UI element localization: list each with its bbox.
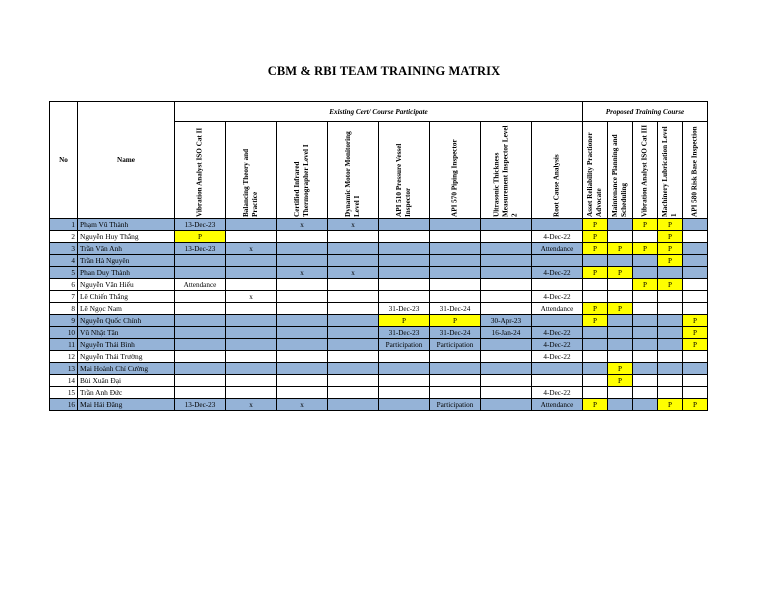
existing-cell <box>277 231 328 243</box>
existing-cell: 4-Dec-22 <box>532 339 583 351</box>
existing-cell: Participation <box>430 399 481 411</box>
existing-cell: 4-Dec-22 <box>532 387 583 399</box>
proposed-cell: P <box>658 219 683 231</box>
existing-cell <box>328 399 379 411</box>
proposed-cell: P <box>633 243 658 255</box>
proposed-cell: P <box>658 399 683 411</box>
header-no: No <box>50 102 78 219</box>
table-row <box>50 375 708 387</box>
existing-cell <box>481 219 532 231</box>
existing-cell <box>328 363 379 375</box>
existing-cell: 13-Dec-23 <box>175 399 226 411</box>
proposed-cell: P <box>583 399 608 411</box>
table-row <box>50 399 708 411</box>
existing-cell: 30-Apr-23 <box>481 315 532 327</box>
existing-cell <box>430 279 481 291</box>
existing-cell <box>481 279 532 291</box>
row-number: 1 <box>50 219 78 231</box>
existing-cell: 4-Dec-22 <box>532 291 583 303</box>
existing-cell <box>379 387 430 399</box>
existing-cell <box>328 315 379 327</box>
existing-cell <box>226 351 277 363</box>
existing-cell: Attendance <box>532 243 583 255</box>
proposed-cell <box>658 267 683 279</box>
existing-cell: P <box>379 315 430 327</box>
existing-cell: Attendance <box>175 279 226 291</box>
row-name: Trần Văn Anh <box>78 243 175 255</box>
existing-cell <box>277 303 328 315</box>
proposed-cell <box>683 279 708 291</box>
proposed-cell <box>608 339 633 351</box>
table-row <box>50 351 708 363</box>
existing-cell: P <box>430 315 481 327</box>
existing-cell <box>481 339 532 351</box>
existing-cell <box>481 243 532 255</box>
existing-cell <box>277 351 328 363</box>
row-number: 7 <box>50 291 78 303</box>
existing-cell: Participation <box>430 339 481 351</box>
existing-cell <box>379 351 430 363</box>
existing-cell <box>481 351 532 363</box>
existing-cell <box>430 387 481 399</box>
column-header-label: Vibration Analyst ISO Cat II <box>195 127 204 217</box>
table-row <box>50 231 708 243</box>
proposed-cell <box>608 387 633 399</box>
existing-cell <box>226 375 277 387</box>
proposed-cell <box>583 339 608 351</box>
table-row <box>50 267 708 279</box>
existing-cell <box>430 267 481 279</box>
table-row <box>50 291 708 303</box>
existing-cell <box>175 375 226 387</box>
proposed-cell: P <box>683 315 708 327</box>
column-header-proposed-4 <box>683 122 708 219</box>
row-number: 2 <box>50 231 78 243</box>
proposed-cell <box>683 255 708 267</box>
existing-cell <box>430 255 481 267</box>
column-header-proposed-3 <box>658 122 683 219</box>
column-header-existing-6 <box>481 122 532 219</box>
existing-cell: Participation <box>379 339 430 351</box>
existing-cell: 31-Dec-23 <box>379 303 430 315</box>
column-header-existing-2 <box>277 122 328 219</box>
row-name: Trần Anh Đức <box>78 387 175 399</box>
existing-cell <box>226 303 277 315</box>
existing-cell <box>532 315 583 327</box>
column-header-label: Vibration Analyst ISO Cat III <box>640 125 649 217</box>
proposed-cell <box>583 363 608 375</box>
proposed-cell: P <box>583 231 608 243</box>
existing-cell: P <box>175 231 226 243</box>
row-name: Phạm Vũ Thành <box>78 219 175 231</box>
existing-cell <box>277 279 328 291</box>
existing-cell <box>430 231 481 243</box>
existing-cell: 31-Dec-23 <box>379 327 430 339</box>
proposed-cell <box>658 387 683 399</box>
column-header-existing-7 <box>532 122 583 219</box>
existing-cell <box>277 291 328 303</box>
column-header-proposed-0 <box>583 122 608 219</box>
column-header-proposed-1 <box>608 122 633 219</box>
proposed-cell <box>633 267 658 279</box>
existing-cell <box>532 375 583 387</box>
column-header-label: Balancing Theory and Practice <box>242 148 259 217</box>
proposed-cell <box>658 315 683 327</box>
proposed-cell <box>583 255 608 267</box>
column-header-existing-5 <box>430 122 481 219</box>
proposed-cell <box>683 243 708 255</box>
proposed-cell <box>683 303 708 315</box>
proposed-cell: P <box>608 363 633 375</box>
proposed-cell <box>658 339 683 351</box>
column-header-label: Certified Infrared Thermographer Level I <box>293 144 310 217</box>
proposed-cell <box>683 219 708 231</box>
existing-cell <box>175 267 226 279</box>
existing-cell <box>328 231 379 243</box>
existing-cell <box>328 387 379 399</box>
proposed-cell <box>583 351 608 363</box>
existing-cell <box>379 255 430 267</box>
row-name: Lê Chiến Thắng <box>78 291 175 303</box>
proposed-cell <box>608 351 633 363</box>
existing-cell <box>481 387 532 399</box>
proposed-cell <box>608 219 633 231</box>
column-header-label: Asset Reliability Practioner Advocate <box>586 132 603 217</box>
row-number: 5 <box>50 267 78 279</box>
column-header-proposed-2 <box>633 122 658 219</box>
proposed-cell: P <box>608 243 633 255</box>
table-row <box>50 327 708 339</box>
proposed-cell <box>633 339 658 351</box>
table-row <box>50 219 708 231</box>
existing-cell: x <box>328 267 379 279</box>
row-number: 3 <box>50 243 78 255</box>
proposed-cell: P <box>683 399 708 411</box>
proposed-cell: P <box>608 375 633 387</box>
existing-cell <box>328 327 379 339</box>
existing-cell: 31-Dec-24 <box>430 303 481 315</box>
proposed-cell <box>608 255 633 267</box>
existing-cell <box>532 363 583 375</box>
proposed-cell: P <box>608 267 633 279</box>
proposed-cell <box>633 303 658 315</box>
existing-cell <box>379 267 430 279</box>
row-name: Nguyễn Thái Trường <box>78 351 175 363</box>
existing-cell <box>175 303 226 315</box>
existing-cell <box>175 327 226 339</box>
existing-cell: 13-Dec-23 <box>175 243 226 255</box>
existing-cell <box>328 375 379 387</box>
proposed-cell <box>658 327 683 339</box>
table-row <box>50 315 708 327</box>
proposed-cell: P <box>583 243 608 255</box>
proposed-cell <box>583 375 608 387</box>
existing-cell <box>379 375 430 387</box>
existing-cell <box>328 351 379 363</box>
existing-cell <box>430 363 481 375</box>
existing-cell <box>175 291 226 303</box>
proposed-cell <box>633 327 658 339</box>
column-header-label: API 580 Risk Base Inspection <box>690 126 699 217</box>
existing-cell <box>481 375 532 387</box>
existing-cell: x <box>328 219 379 231</box>
existing-cell <box>226 339 277 351</box>
proposed-cell: P <box>608 303 633 315</box>
existing-cell: x <box>277 399 328 411</box>
column-header-existing-3 <box>328 122 379 219</box>
proposed-cell <box>633 231 658 243</box>
existing-cell: 16-Jan-24 <box>481 327 532 339</box>
proposed-cell: P <box>583 267 608 279</box>
proposed-cell: P <box>583 315 608 327</box>
existing-cell: 4-Dec-22 <box>532 327 583 339</box>
column-header-label: Machinery Lubrication Level 1 <box>661 126 678 217</box>
row-number: 12 <box>50 351 78 363</box>
existing-cell: x <box>277 219 328 231</box>
column-header-existing-4 <box>379 122 430 219</box>
existing-cell <box>328 303 379 315</box>
proposed-cell <box>633 255 658 267</box>
proposed-cell <box>633 399 658 411</box>
proposed-cell <box>608 279 633 291</box>
column-header-label: API 510 Pressure Vessel Inspector <box>395 143 412 217</box>
proposed-cell <box>658 291 683 303</box>
existing-cell <box>379 363 430 375</box>
existing-cell: Attendance <box>532 303 583 315</box>
proposed-cell <box>683 387 708 399</box>
proposed-cell <box>608 327 633 339</box>
proposed-cell <box>608 315 633 327</box>
proposed-cell <box>658 363 683 375</box>
row-name: Mai Hải Đăng <box>78 399 175 411</box>
existing-cell <box>226 387 277 399</box>
proposed-cell <box>658 303 683 315</box>
existing-cell <box>430 351 481 363</box>
existing-cell <box>532 219 583 231</box>
proposed-cell <box>633 351 658 363</box>
column-header-label: Ultrasonic Thickness Measurement Inspector Level 2 <box>492 125 519 217</box>
existing-cell <box>277 315 328 327</box>
existing-cell <box>481 291 532 303</box>
existing-cell: x <box>226 243 277 255</box>
existing-cell <box>226 219 277 231</box>
existing-cell <box>379 243 430 255</box>
existing-cell: x <box>226 399 277 411</box>
proposed-cell: P <box>658 231 683 243</box>
existing-cell <box>175 315 226 327</box>
table-row <box>50 303 708 315</box>
proposed-cell <box>583 279 608 291</box>
row-name: Nguyễn Văn Hiếu <box>78 279 175 291</box>
existing-cell <box>481 255 532 267</box>
table-row <box>50 339 708 351</box>
row-name: Vũ Nhật Tân <box>78 327 175 339</box>
proposed-cell <box>583 327 608 339</box>
page-title: CBM & RBI TEAM TRAINING MATRIX <box>267 64 501 78</box>
existing-cell <box>379 399 430 411</box>
existing-cell <box>226 267 277 279</box>
proposed-cell: P <box>658 279 683 291</box>
existing-cell <box>226 363 277 375</box>
row-number: 16 <box>50 399 78 411</box>
proposed-cell: P <box>633 279 658 291</box>
row-number: 11 <box>50 339 78 351</box>
row-name: Lê Ngọc Nam <box>78 303 175 315</box>
existing-cell: x <box>277 267 328 279</box>
row-name: Trần Hà Nguyên <box>78 255 175 267</box>
column-header-label: Dynamic Motor Monitoring Level I <box>344 131 361 217</box>
existing-cell <box>226 279 277 291</box>
row-number: 9 <box>50 315 78 327</box>
existing-cell <box>328 291 379 303</box>
proposed-cell <box>633 315 658 327</box>
row-name: Mai Hoành Chí Cường <box>78 363 175 375</box>
column-header-existing-1 <box>226 122 277 219</box>
existing-cell <box>277 243 328 255</box>
table-row <box>50 255 708 267</box>
proposed-cell <box>633 291 658 303</box>
existing-cell: x <box>226 291 277 303</box>
existing-cell <box>328 255 379 267</box>
column-header-label: Root Cause Analysis <box>552 154 561 217</box>
existing-cell <box>175 255 226 267</box>
existing-cell <box>226 315 277 327</box>
existing-cell: 4-Dec-22 <box>532 231 583 243</box>
row-number: 6 <box>50 279 78 291</box>
existing-cell: 4-Dec-22 <box>532 267 583 279</box>
proposed-cell <box>658 375 683 387</box>
existing-cell <box>277 339 328 351</box>
proposed-cell <box>608 231 633 243</box>
row-name: Phan Duy Thành <box>78 267 175 279</box>
existing-cell <box>481 399 532 411</box>
proposed-cell <box>683 231 708 243</box>
proposed-cell <box>683 351 708 363</box>
existing-cell <box>379 231 430 243</box>
existing-cell <box>277 387 328 399</box>
existing-cell <box>430 243 481 255</box>
existing-cell <box>532 279 583 291</box>
existing-cell <box>277 363 328 375</box>
proposed-cell: P <box>633 219 658 231</box>
proposed-cell <box>683 375 708 387</box>
proposed-cell <box>608 291 633 303</box>
row-number: 4 <box>50 255 78 267</box>
existing-cell <box>175 339 226 351</box>
proposed-cell <box>633 387 658 399</box>
existing-cell <box>328 243 379 255</box>
existing-cell <box>430 219 481 231</box>
proposed-cell <box>583 387 608 399</box>
row-name: Nguyễn Huy Thắng <box>78 231 175 243</box>
existing-cell <box>226 255 277 267</box>
proposed-cell: P <box>583 219 608 231</box>
proposed-cell: P <box>683 327 708 339</box>
existing-cell <box>379 291 430 303</box>
proposed-cell: P <box>583 303 608 315</box>
row-number: 13 <box>50 363 78 375</box>
existing-cell <box>430 375 481 387</box>
proposed-cell <box>633 375 658 387</box>
proposed-cell <box>658 351 683 363</box>
table-row <box>50 243 708 255</box>
existing-cell <box>175 387 226 399</box>
proposed-cell <box>683 291 708 303</box>
proposed-cell <box>608 399 633 411</box>
existing-cell <box>226 327 277 339</box>
proposed-cell: P <box>658 243 683 255</box>
proposed-cell <box>633 363 658 375</box>
column-header-label: Maintenance Planning and Scheduling <box>611 134 628 217</box>
existing-cell <box>532 255 583 267</box>
row-number: 14 <box>50 375 78 387</box>
proposed-cell: P <box>658 255 683 267</box>
proposed-cell <box>683 267 708 279</box>
existing-cell: Attendance <box>532 399 583 411</box>
proposed-cell: P <box>683 339 708 351</box>
existing-cell: 13-Dec-23 <box>175 219 226 231</box>
table-row <box>50 387 708 399</box>
existing-cell <box>328 339 379 351</box>
row-number: 8 <box>50 303 78 315</box>
existing-cell: 4-Dec-22 <box>532 351 583 363</box>
existing-cell <box>481 363 532 375</box>
row-name: Nguyễn Thái Bình <box>78 339 175 351</box>
group-existing: Existing Cert/ Course Participate <box>175 102 583 122</box>
existing-cell <box>430 291 481 303</box>
row-number: 15 <box>50 387 78 399</box>
column-header-label: API 570 Piping Inspector <box>450 139 459 217</box>
existing-cell <box>277 255 328 267</box>
existing-cell <box>277 375 328 387</box>
column-header-existing-0 <box>175 122 226 219</box>
proposed-cell <box>583 291 608 303</box>
row-name: Nguyễn Quốc Chính <box>78 315 175 327</box>
existing-cell <box>481 231 532 243</box>
existing-cell <box>175 363 226 375</box>
row-name: Bùi Xuân Đại <box>78 375 175 387</box>
existing-cell <box>481 303 532 315</box>
header-name: Name <box>78 102 175 219</box>
existing-cell <box>277 327 328 339</box>
group-proposed: Proposed Training Course <box>583 102 708 122</box>
table-row <box>50 279 708 291</box>
table-row <box>50 363 708 375</box>
training-matrix-table <box>49 101 708 411</box>
proposed-cell <box>683 363 708 375</box>
existing-cell <box>379 219 430 231</box>
row-number: 10 <box>50 327 78 339</box>
existing-cell <box>328 279 379 291</box>
existing-cell <box>175 351 226 363</box>
existing-cell <box>481 267 532 279</box>
existing-cell <box>226 231 277 243</box>
existing-cell: 31-Dec-24 <box>430 327 481 339</box>
existing-cell <box>379 279 430 291</box>
